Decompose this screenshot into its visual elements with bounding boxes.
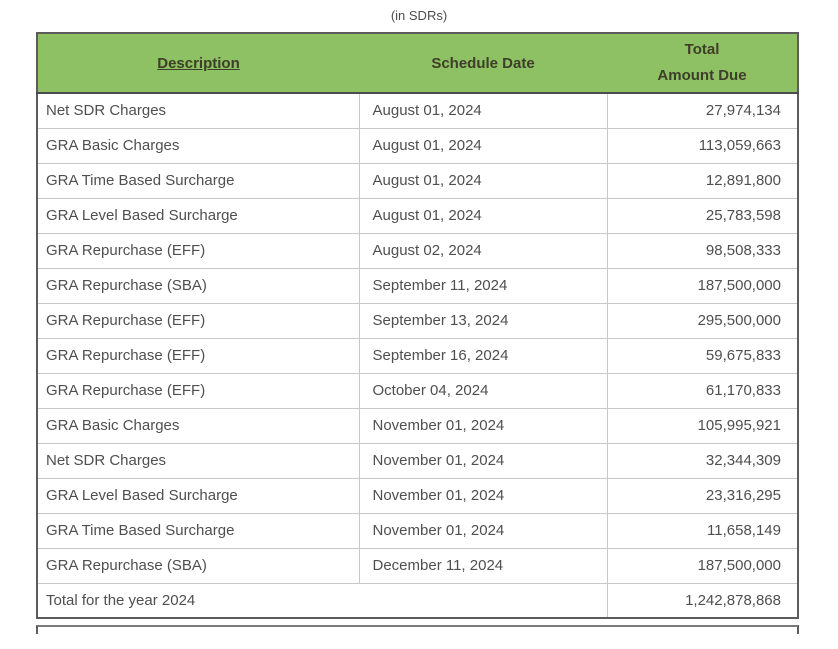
table-row — [37, 338, 798, 373]
description-cell: GRA Repurchase (EFF) — [37, 338, 359, 373]
amount-cell: 98,508,333 — [607, 233, 798, 268]
amount-cell: 27,974,134 — [607, 93, 798, 128]
column-header-description — [37, 33, 359, 93]
schedule-date-cell: August 01, 2024 — [359, 163, 607, 198]
next-table-top-edge — [36, 625, 799, 634]
column-header-schedule-date: Schedule Date — [359, 33, 607, 93]
schedule-date-cell: November 01, 2024 — [359, 513, 607, 548]
schedule-date-cell: November 01, 2024 — [359, 478, 607, 513]
amount-cell: 113,059,663 — [607, 128, 798, 163]
description-cell: GRA Level Based Surcharge — [37, 478, 359, 513]
amount-cell: 12,891,800 — [607, 163, 798, 198]
header-row — [37, 33, 798, 93]
column-header-total-amount-due — [607, 33, 798, 93]
amount-cell: 23,316,295 — [607, 478, 798, 513]
description-cell: GRA Repurchase (EFF) — [37, 303, 359, 338]
total-label-line2: Amount Due — [657, 67, 747, 84]
description-cell: GRA Repurchase (SBA) — [37, 268, 359, 303]
description-cell: GRA Time Based Surcharge — [37, 163, 359, 198]
amount-cell: 61,170,833 — [607, 373, 798, 408]
amount-cell: 59,675,833 — [607, 338, 798, 373]
schedule-date-cell: August 01, 2024 — [359, 93, 607, 128]
schedule-date-cell: August 01, 2024 — [359, 128, 607, 163]
description-cell: Net SDR Charges — [37, 443, 359, 478]
sdr-charges-table — [36, 32, 799, 619]
schedule-date-cell: November 01, 2024 — [359, 408, 607, 443]
schedule-date-cell: December 11, 2024 — [359, 548, 607, 583]
total-label-line1: Total — [684, 41, 720, 58]
table-row — [37, 303, 798, 338]
table-row — [37, 513, 798, 548]
table-row — [37, 233, 798, 268]
description-cell: GRA Level Based Surcharge — [37, 198, 359, 233]
table-row — [37, 443, 798, 478]
sdr-charges-table-wrap — [36, 32, 799, 634]
schedule-date-cell: September 16, 2024 — [359, 338, 607, 373]
table-row — [37, 163, 798, 198]
description-cell: Net SDR Charges — [37, 93, 359, 128]
table-row — [37, 548, 798, 583]
description-cell: GRA Basic Charges — [37, 128, 359, 163]
amount-cell: 32,344,309 — [607, 443, 798, 478]
schedule-date-cell: September 11, 2024 — [359, 268, 607, 303]
total-amount-cell: 1,242,878,868 — [607, 583, 798, 618]
description-sort-link[interactable]: Description — [157, 54, 240, 72]
amount-cell: 187,500,000 — [607, 268, 798, 303]
table-row — [37, 478, 798, 513]
schedule-date-cell: August 02, 2024 — [359, 233, 607, 268]
description-cell: GRA Repurchase (SBA) — [37, 548, 359, 583]
total-row — [37, 583, 798, 618]
amount-cell: 11,658,149 — [607, 513, 798, 548]
amount-cell: 25,783,598 — [607, 198, 798, 233]
table-row — [37, 93, 798, 128]
description-cell: GRA Repurchase (EFF) — [37, 233, 359, 268]
total-label-cell: Total for the year 2024 — [37, 583, 607, 618]
table-row — [37, 198, 798, 233]
table-row — [37, 373, 798, 408]
table-row — [37, 128, 798, 163]
table-row — [37, 408, 798, 443]
description-cell: GRA Time Based Surcharge — [37, 513, 359, 548]
amount-cell: 295,500,000 — [607, 303, 798, 338]
schedule-date-cell: November 01, 2024 — [359, 443, 607, 478]
amount-cell: 187,500,000 — [607, 548, 798, 583]
amount-cell: 105,995,921 — [607, 408, 798, 443]
schedule-date-cell: October 04, 2024 — [359, 373, 607, 408]
page-title: (in SDRs) — [390, 8, 448, 23]
description-cell: GRA Repurchase (EFF) — [37, 373, 359, 408]
schedule-date-cell: September 13, 2024 — [359, 303, 607, 338]
description-cell: GRA Basic Charges — [37, 408, 359, 443]
schedule-date-cell: August 01, 2024 — [359, 198, 607, 233]
table-row — [37, 268, 798, 303]
